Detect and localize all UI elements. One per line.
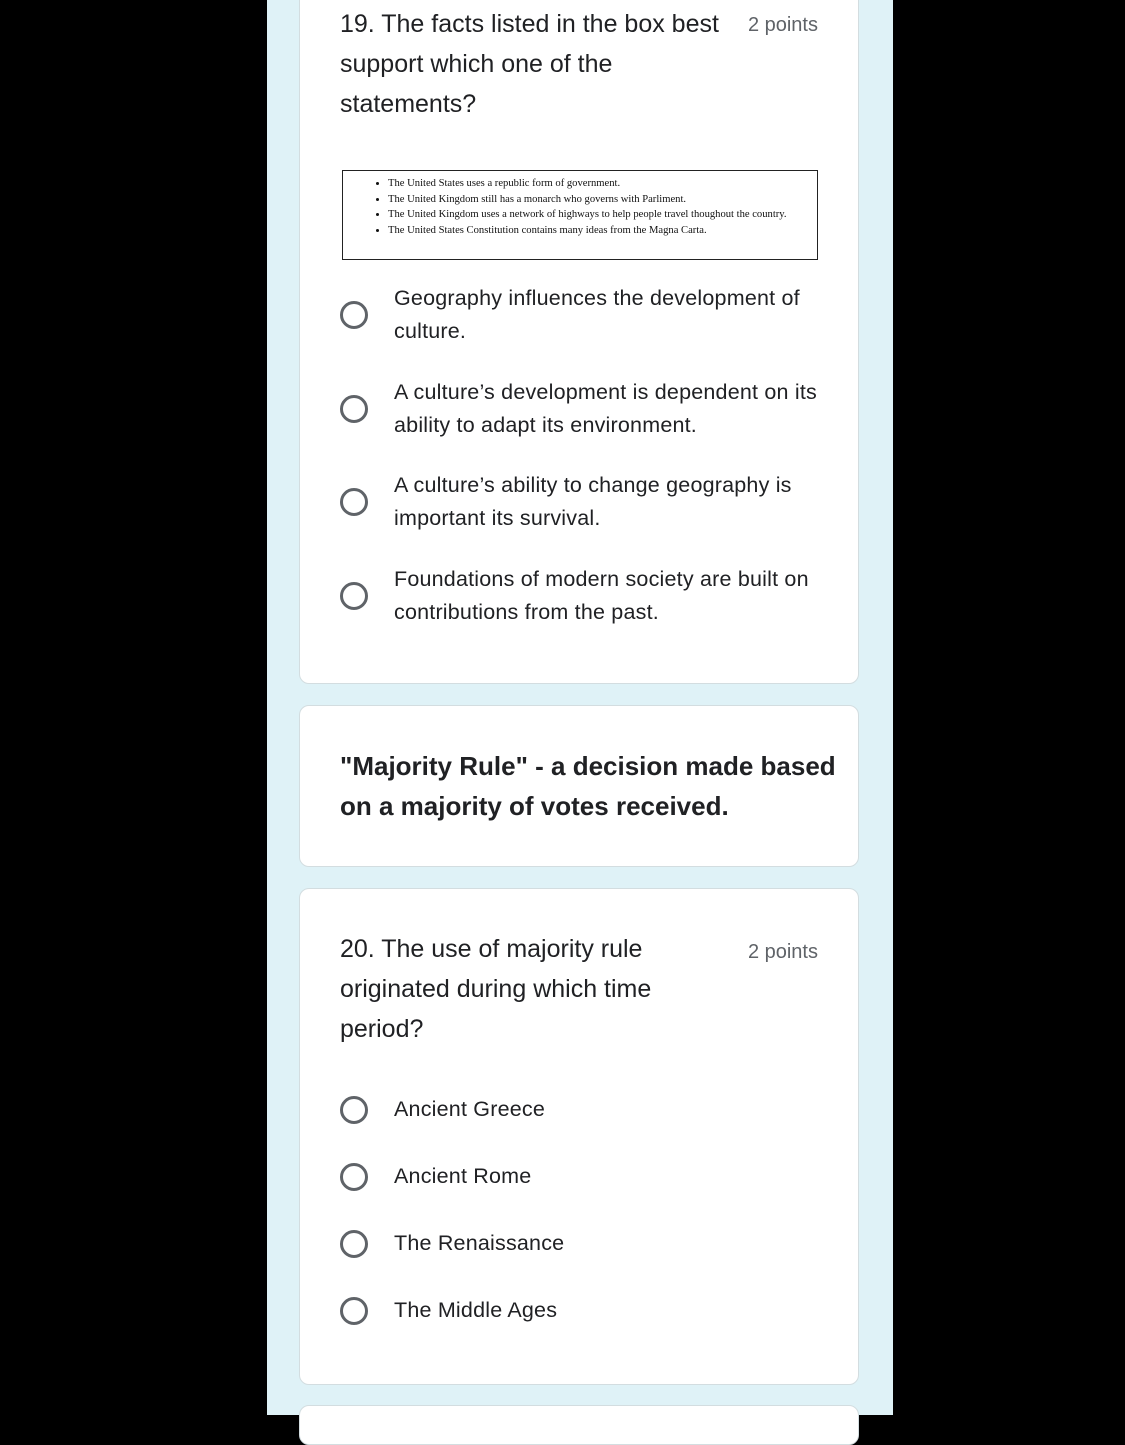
question-card-19 — [299, 0, 859, 684]
points-label: 2 points — [747, 14, 818, 36]
answer-option[interactable] — [340, 376, 820, 442]
question-card-20 — [299, 888, 859, 1385]
radio-button[interactable] — [340, 582, 368, 610]
option-label: A culture’s ability to change geography is important its survival. — [394, 473, 792, 530]
form-background — [267, 0, 893, 1415]
option-label: A culture’s development is dependent on its ability to adapt its environment. — [394, 380, 817, 437]
fact-item: • The United States uses a republic form of government. — [388, 176, 805, 192]
option-label: Ancient Greece — [394, 1097, 545, 1121]
answer-option[interactable] — [340, 469, 820, 535]
radio-button[interactable] — [340, 488, 368, 516]
radio-button[interactable] — [340, 1163, 368, 1191]
fact-item: • The United Kingdom still has a monarch who governs with Parliment. — [388, 192, 805, 208]
option-label: The Middle Ages — [394, 1298, 558, 1322]
radio-button[interactable] — [340, 1230, 368, 1258]
option-label: Ancient Rome — [394, 1164, 532, 1188]
radio-button[interactable] — [340, 1096, 368, 1124]
fact-item: • The United States Constitution contains many ideas from the Magna Carta. — [388, 223, 805, 239]
section-description-card — [299, 705, 859, 867]
facts-list — [370, 176, 805, 238]
answer-option[interactable] — [340, 1294, 820, 1327]
question-title: 19. The facts listed in the box best support which one of the statements? — [340, 10, 719, 118]
next-question-card — [299, 1405, 859, 1445]
radio-button[interactable] — [340, 395, 368, 423]
answer-option[interactable] — [340, 282, 820, 348]
answer-option[interactable] — [340, 1160, 820, 1193]
answer-option[interactable] — [340, 563, 820, 629]
points-label: 2 points — [747, 941, 818, 963]
option-label: The Renaissance — [394, 1231, 565, 1255]
option-label: Geography influences the development of culture. — [394, 286, 800, 343]
radio-button[interactable] — [340, 301, 368, 329]
facts-image-box — [342, 170, 818, 260]
section-description: "Majority Rule" - a decision made based on a majority of votes received. — [340, 751, 836, 821]
option-label: Foundations of modern society are built on contributions from the past. — [394, 567, 809, 624]
fact-item: • The United Kingdom uses a network of highways to help people travel thoughout the country. — [388, 207, 805, 223]
question-title: 20. The use of majority rule originated during which time period? — [340, 935, 652, 1043]
answer-option[interactable] — [340, 1093, 820, 1126]
answer-option[interactable] — [340, 1227, 820, 1260]
radio-button[interactable] — [340, 1297, 368, 1325]
